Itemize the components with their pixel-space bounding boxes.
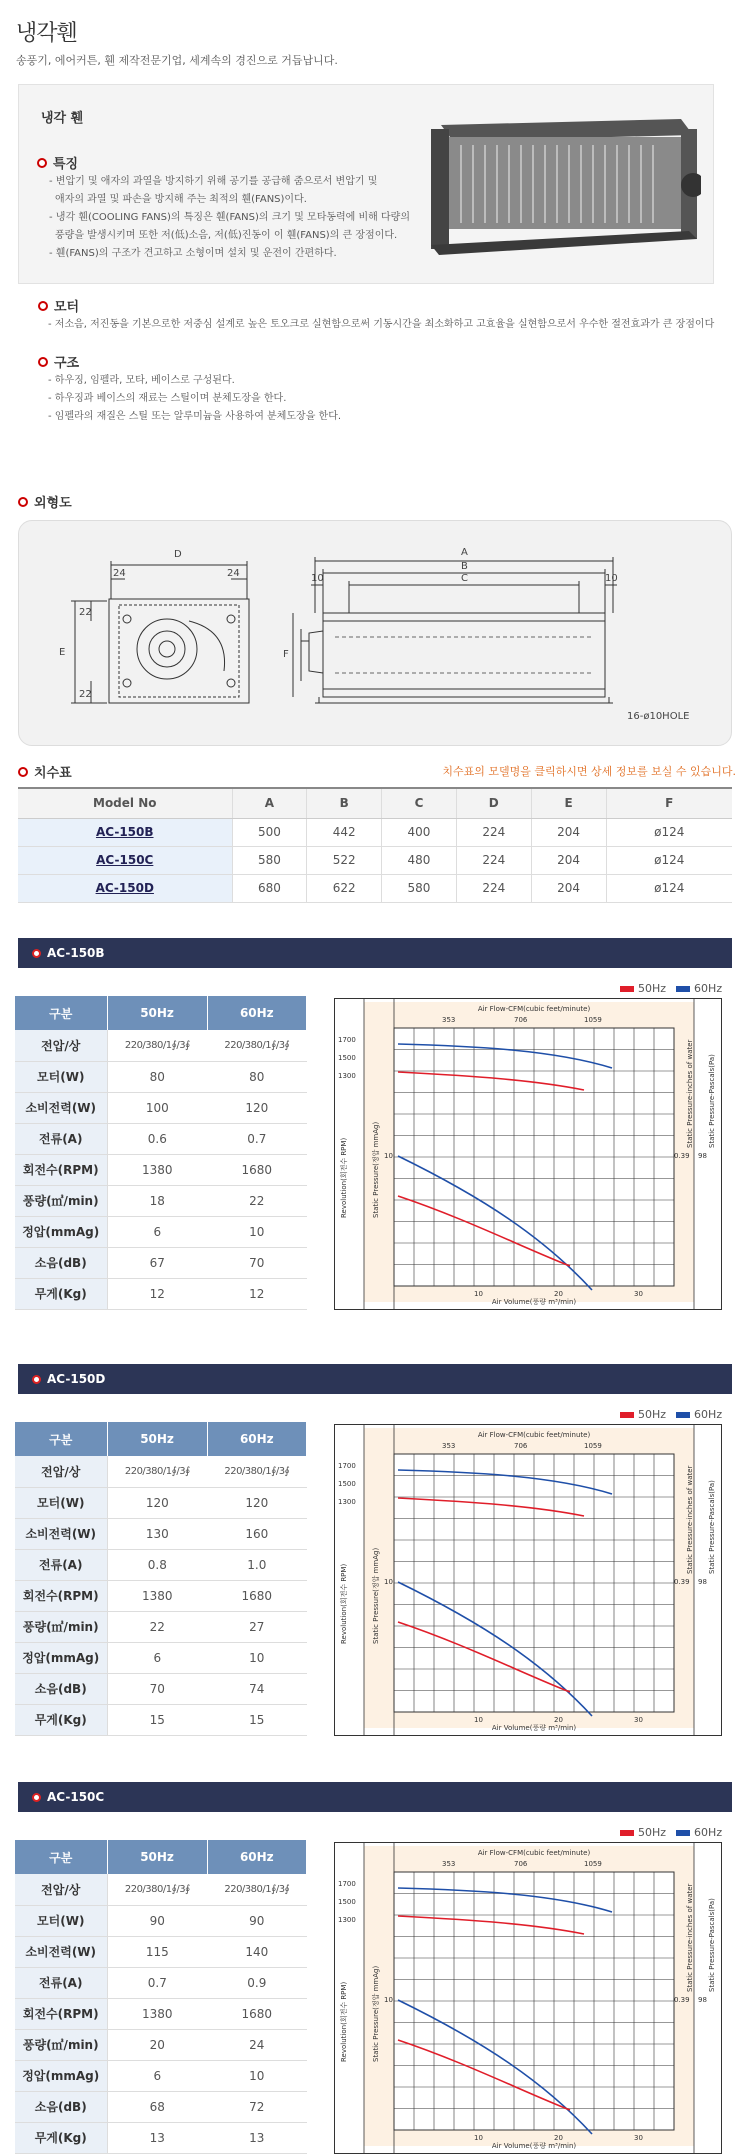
cooling-fan-photo — [431, 105, 701, 265]
table-row — [15, 1247, 307, 1278]
spec-value-50hz: 1380 — [107, 1580, 207, 1611]
dim-cell: 500 — [232, 818, 307, 846]
dim-label-c: C — [461, 573, 468, 584]
spec-key: 소비전력(W) — [15, 1092, 107, 1123]
dim-cell: 580 — [382, 874, 457, 902]
dim-cell: 480 — [382, 846, 457, 874]
pascal-axis-title: Static Pressure-Pascals(Pa) — [708, 1898, 716, 1992]
model-link-ac-150c[interactable]: AC-150C — [18, 846, 232, 874]
dim-cell: 204 — [531, 818, 606, 846]
dim-label-d: D — [174, 549, 182, 560]
rpm-tick-label: 1500 — [338, 1898, 356, 1906]
spec-value-50hz: 20 — [107, 2029, 207, 2060]
rpm-tick-label: 1300 — [338, 1498, 356, 1506]
spec-value-60hz: 120 — [207, 1092, 306, 1123]
performance-chart — [334, 998, 722, 1310]
spec-key: 모터(W) — [15, 1905, 107, 1936]
dim-cell: 400 — [382, 818, 457, 846]
top-tick-label: 706 — [514, 1860, 528, 1868]
spec-value-50hz: 220/380/1∮/3∮ — [107, 1030, 207, 1061]
spec-key: 풍량(㎥/min) — [15, 1185, 107, 1216]
spec-key: 전류(A) — [15, 1967, 107, 1998]
spec-header-row — [15, 996, 307, 1030]
section-bullet-icon — [32, 1375, 41, 1384]
spec-key: 모터(W) — [15, 1061, 107, 1092]
spec-key: 정압(mmAg) — [15, 1642, 107, 1673]
inch-tick-label: 0.39 — [674, 1152, 690, 1160]
spec-value-60hz: 12 — [207, 1278, 306, 1309]
dim-header: C — [382, 788, 457, 818]
inch-axis-title: Static Pressure-inches of water — [686, 1039, 694, 1148]
spec-value-50hz: 130 — [107, 1518, 207, 1549]
dim-cell: ø124 — [606, 846, 732, 874]
spec-key: 소음(dB) — [15, 1247, 107, 1278]
top-axis-title: Air Flow-CFM(cubic feet/minute) — [477, 1849, 591, 1857]
table-row — [15, 1905, 307, 1936]
spec-value-50hz: 120 — [107, 1487, 207, 1518]
outline-heading — [18, 492, 72, 511]
dim-label-10: 10 — [311, 573, 324, 584]
dim-label-e: E — [59, 647, 66, 658]
outline-title: 외형도 — [34, 496, 72, 511]
table-row — [15, 1611, 307, 1642]
top-axis-title: Air Flow-CFM(cubic feet/minute) — [477, 1431, 591, 1439]
pressure-tick-label: 10 — [384, 1578, 393, 1586]
dim-label-a: A — [461, 547, 468, 558]
dim-cell: 224 — [456, 874, 531, 902]
bottom-tick-label: 10 — [474, 1716, 483, 1724]
spec-header: 구분 — [15, 996, 107, 1030]
dim-cell: ø124 — [606, 874, 732, 902]
spec-value-60hz: 70 — [207, 1247, 306, 1278]
bottom-tick-label: 30 — [634, 1716, 643, 1724]
legend-swatch-50hz — [620, 986, 634, 992]
spec-key: 전압/상 — [15, 1874, 107, 1905]
feature-lines — [49, 173, 410, 263]
dim-label-10: 10 — [605, 573, 618, 584]
spec-value-60hz: 220/380/1∮/3∮ — [207, 1030, 306, 1061]
bottom-axis-title: Air Volume(풍량 m³/min) — [491, 1724, 577, 1732]
legend-swatch-60hz — [676, 1412, 690, 1418]
table-row — [15, 1642, 307, 1673]
spec-key: 무게(Kg) — [15, 1704, 107, 1735]
spec-value-50hz: 100 — [107, 1092, 207, 1123]
spec-key: 소비전력(W) — [15, 1518, 107, 1549]
spec-value-50hz: 1380 — [107, 1154, 207, 1185]
spec-value-50hz: 13 — [107, 2122, 207, 2153]
spec-value-60hz: 220/380/1∮/3∮ — [207, 1456, 306, 1487]
spec-value-60hz: 0.7 — [207, 1123, 306, 1154]
table-row — [15, 1030, 307, 1061]
dim-label-24: 24 — [227, 568, 240, 579]
pressure-axis-title: Static Pressure(정압 mmAg) — [372, 1965, 380, 2062]
table-row — [15, 1549, 307, 1580]
dim-header: D — [456, 788, 531, 818]
section-title: AC-150C — [47, 1790, 105, 1804]
feature-line: - 휀(FANS)의 구조가 견고하고 소형이며 설치 및 운전이 간편하다. — [49, 248, 337, 259]
intro-heading: 냉각 휀 — [41, 111, 84, 126]
spec-key: 풍량(㎥/min) — [15, 1611, 107, 1642]
spec-key: 소비전력(W) — [15, 1936, 107, 1967]
spec-value-60hz: 10 — [207, 1642, 306, 1673]
pascal-axis-title: Static Pressure-Pascals(Pa) — [708, 1054, 716, 1148]
structure-heading — [38, 352, 79, 371]
table-row — [15, 1185, 307, 1216]
table-row — [15, 1487, 307, 1518]
legend-label-60hz: 60Hz — [694, 1826, 723, 1839]
spec-key: 정압(mmAg) — [15, 1216, 107, 1247]
table-row — [18, 846, 732, 874]
legend-label-60hz: 60Hz — [694, 1408, 723, 1421]
chart-legend — [610, 982, 722, 995]
rpm-tick-label: 1500 — [338, 1480, 356, 1488]
spec-value-60hz: 160 — [207, 1518, 306, 1549]
legend-label-50hz: 50Hz — [638, 1826, 667, 1839]
bottom-axis-title: Air Volume(풍량 m³/min) — [491, 2142, 577, 2150]
table-row — [15, 1154, 307, 1185]
spec-header-row — [15, 1422, 307, 1456]
structure-line: - 임펠라의 재질은 스틸 또는 알루미늄을 사용하여 분체도장을 한다. — [48, 411, 342, 422]
spec-value-60hz: 72 — [207, 2091, 306, 2122]
table-row — [15, 2029, 307, 2060]
inch-axis-title: Static Pressure-inches of water — [686, 1883, 694, 1992]
dim-cell: ø124 — [606, 818, 732, 846]
spec-value-60hz: 1680 — [207, 1998, 306, 2029]
table-row — [15, 1456, 307, 1487]
feature-title: 특징 — [53, 157, 79, 172]
spec-header: 60Hz — [207, 1422, 306, 1456]
spec-value-50hz: 6 — [107, 1216, 207, 1247]
legend-swatch-60hz — [676, 1830, 690, 1836]
top-tick-label: 1059 — [584, 1442, 602, 1450]
dim-header: A — [232, 788, 307, 818]
dim-header: E — [531, 788, 606, 818]
spec-value-50hz: 80 — [107, 1061, 207, 1092]
page-title: 냉각휀 — [16, 21, 77, 46]
bottom-tick-label: 30 — [634, 1290, 643, 1298]
intro-panel — [18, 84, 714, 284]
dim-cell: 680 — [232, 874, 307, 902]
dim-cell: 442 — [307, 818, 382, 846]
dim-header-row — [18, 788, 732, 818]
chart-legend — [610, 1408, 722, 1421]
pascal-axis-title: Static Pressure-Pascals(Pa) — [708, 1480, 716, 1574]
feature-line: - 냉각 휀(COOLING FANS)의 특징은 휀(FANS)의 크기 및 모타동력에 비해 다량의 — [49, 212, 411, 223]
rpm-tick-label: 1300 — [338, 1916, 356, 1924]
rpm-tick-label: 1500 — [338, 1054, 356, 1062]
top-tick-label: 353 — [442, 1442, 456, 1450]
table-row — [15, 1580, 307, 1611]
dim-label-hole: 16-ø10HOLE — [627, 711, 690, 722]
pressure-axis-title: Static Pressure(정압 mmAg) — [372, 1547, 380, 1644]
dims-title: 치수표 — [34, 766, 72, 781]
structure-line: - 하우징과 베이스의 재료는 스틸이며 분체도장을 한다. — [48, 393, 287, 404]
top-tick-label: 1059 — [584, 1016, 602, 1024]
structure-line: - 하우징, 임펠라, 모타, 베이스로 구성된다. — [48, 375, 235, 386]
spec-value-60hz: 1680 — [207, 1154, 306, 1185]
spec-table — [15, 1422, 307, 1736]
page-subtitle: 송풍기, 에어커튼, 휀 제작전문기업, 세계속의 경진으로 거듭납니다. — [16, 54, 338, 67]
spec-value-60hz: 140 — [207, 1936, 306, 1967]
bottom-tick-label: 10 — [474, 2134, 483, 2142]
dim-header: B — [307, 788, 382, 818]
spec-value-50hz: 220/380/1∮/3∮ — [107, 1874, 207, 1905]
bullet-icon — [37, 158, 47, 168]
spec-value-60hz: 80 — [207, 1061, 306, 1092]
table-row — [15, 1123, 307, 1154]
spec-value-60hz: 22 — [207, 1185, 306, 1216]
dim-cell: 224 — [456, 818, 531, 846]
rpm-tick-label: 1700 — [338, 1036, 356, 1044]
feature-line: 애자의 과열 및 파손을 방지해 주는 최적의 휀(FANS)이다. — [55, 194, 307, 205]
table-row — [15, 1278, 307, 1309]
spec-key: 전압/상 — [15, 1030, 107, 1061]
rpm-tick-label: 1700 — [338, 1880, 356, 1888]
spec-value-50hz: 115 — [107, 1936, 207, 1967]
feature-line: 풍량을 발생시키며 또한 저(低)소음, 저(低)진동이 이 휀(FANS)의 큰 장점이다. — [55, 230, 398, 241]
spec-key: 회전수(RPM) — [15, 1154, 107, 1185]
legend-swatch-50hz — [620, 1412, 634, 1418]
spec-value-50hz: 90 — [107, 1905, 207, 1936]
motor-title: 모터 — [54, 300, 80, 315]
dim-label-b: B — [461, 561, 468, 572]
section-title: AC-150B — [47, 946, 105, 960]
feature-heading — [37, 153, 78, 172]
table-row — [15, 2060, 307, 2091]
section-bar — [18, 1782, 732, 1812]
dimension-table — [18, 787, 732, 903]
spec-value-50hz: 6 — [107, 1642, 207, 1673]
dim-cell: 224 — [456, 846, 531, 874]
spec-value-50hz: 1380 — [107, 1998, 207, 2029]
spec-value-50hz: 220/380/1∮/3∮ — [107, 1456, 207, 1487]
spec-table — [15, 1840, 307, 2154]
inch-tick-label: 0.39 — [674, 1996, 690, 2004]
spec-header: 50Hz — [107, 996, 207, 1030]
spec-key: 풍량(㎥/min) — [15, 2029, 107, 2060]
spec-value-50hz: 70 — [107, 1673, 207, 1704]
spec-header: 구분 — [15, 1840, 107, 1874]
dim-label-22: 22 — [79, 607, 92, 618]
pascal-tick-label: 98 — [698, 1578, 707, 1586]
section-bar — [18, 1364, 732, 1394]
table-row — [15, 1967, 307, 1998]
spec-value-50hz: 12 — [107, 1278, 207, 1309]
bullet-icon — [38, 357, 48, 367]
spec-value-50hz: 0.7 — [107, 1967, 207, 1998]
bottom-axis-title: Air Volume(풍량 m³/min) — [491, 1298, 577, 1306]
spec-header: 60Hz — [207, 1840, 306, 1874]
spec-header: 60Hz — [207, 996, 306, 1030]
spec-key: 무게(Kg) — [15, 2122, 107, 2153]
top-tick-label: 706 — [514, 1442, 528, 1450]
motor-heading — [38, 296, 79, 315]
performance-chart — [334, 1842, 722, 2154]
bottom-tick-label: 20 — [554, 1290, 563, 1298]
legend-label-50hz: 50Hz — [638, 1408, 667, 1421]
dim-cell: 622 — [307, 874, 382, 902]
feature-line: - 변압기 및 애자의 과열을 방지하기 위해 공기를 공급해 줌으로서 변압기 및 — [49, 176, 378, 187]
bottom-tick-label: 20 — [554, 2134, 563, 2142]
spec-table — [15, 996, 307, 1310]
bottom-tick-label: 30 — [634, 2134, 643, 2142]
spec-value-60hz: 24 — [207, 2029, 306, 2060]
spec-key: 정압(mmAg) — [15, 2060, 107, 2091]
motor-line: - 저소음, 저진동을 기본으로한 저중심 설계로 높은 토오크로 실현함으로써 기동시간을 최소화하고 고효율을 실현함으로서 우수한 절전효과가 큰 장점이다 — [48, 319, 715, 330]
spec-value-50hz: 0.6 — [107, 1123, 207, 1154]
spec-value-60hz: 90 — [207, 1905, 306, 1936]
top-tick-label: 1059 — [584, 1860, 602, 1868]
section-title: AC-150D — [47, 1372, 106, 1386]
table-row — [15, 2122, 307, 2153]
top-axis-title: Air Flow-CFM(cubic feet/minute) — [477, 1005, 591, 1013]
performance-chart — [334, 1424, 722, 1736]
rpm-axis-title: Revolution(회전수 RPM) — [340, 1563, 348, 1644]
spec-key: 전압/상 — [15, 1456, 107, 1487]
spec-value-60hz: 1.0 — [207, 1549, 306, 1580]
spec-value-50hz: 22 — [107, 1611, 207, 1642]
outline-drawing — [19, 521, 733, 747]
outline-drawing-panel — [18, 520, 732, 746]
table-row — [18, 874, 732, 902]
spec-key: 회전수(RPM) — [15, 1998, 107, 2029]
pascal-tick-label: 98 — [698, 1996, 707, 2004]
spec-header: 구분 — [15, 1422, 107, 1456]
bullet-icon — [18, 767, 28, 777]
pascal-tick-label: 98 — [698, 1152, 707, 1160]
rpm-axis-title: Revolution(회전수 RPM) — [340, 1137, 348, 1218]
spec-header: 50Hz — [107, 1840, 207, 1874]
dim-cell: 204 — [531, 846, 606, 874]
table-row — [15, 1673, 307, 1704]
dim-header: F — [606, 788, 732, 818]
spec-value-60hz: 1680 — [207, 1580, 306, 1611]
top-tick-label: 353 — [442, 1860, 456, 1868]
spec-value-50hz: 0.8 — [107, 1549, 207, 1580]
dim-cell: 204 — [531, 874, 606, 902]
spec-value-50hz: 6 — [107, 2060, 207, 2091]
legend-swatch-50hz — [620, 1830, 634, 1836]
rpm-tick-label: 1700 — [338, 1462, 356, 1470]
spec-value-60hz: 27 — [207, 1611, 306, 1642]
dim-label-24: 24 — [113, 568, 126, 579]
spec-key: 회전수(RPM) — [15, 1580, 107, 1611]
spec-header: 50Hz — [107, 1422, 207, 1456]
spec-value-60hz: 13 — [207, 2122, 306, 2153]
rpm-axis-title: Revolution(회전수 RPM) — [340, 1981, 348, 2062]
motor-lines — [48, 316, 714, 334]
spec-value-50hz: 67 — [107, 1247, 207, 1278]
dims-note: 치수표의 모델명을 클릭하시면 상세 정보를 보실 수 있습니다. — [442, 765, 736, 778]
table-row — [18, 818, 732, 846]
model-link-ac-150b[interactable]: AC-150B — [18, 818, 232, 846]
spec-header-row — [15, 1840, 307, 1874]
pressure-tick-label: 10 — [384, 1152, 393, 1160]
bullet-icon — [18, 497, 28, 507]
spec-key: 전류(A) — [15, 1123, 107, 1154]
dim-cell: 580 — [232, 846, 307, 874]
dim-label-f: F — [283, 649, 289, 660]
spec-key: 모터(W) — [15, 1487, 107, 1518]
dim-label-22: 22 — [79, 689, 92, 700]
table-row — [15, 2091, 307, 2122]
pressure-axis-title: Static Pressure(정압 mmAg) — [372, 1121, 380, 1218]
table-row — [15, 1936, 307, 1967]
section-bar — [18, 938, 732, 968]
spec-key: 무게(Kg) — [15, 1278, 107, 1309]
spec-value-50hz: 68 — [107, 2091, 207, 2122]
structure-title: 구조 — [54, 356, 80, 371]
pressure-tick-label: 10 — [384, 1996, 393, 2004]
spec-value-60hz: 0.9 — [207, 1967, 306, 1998]
structure-lines — [48, 372, 341, 426]
top-tick-label: 706 — [514, 1016, 528, 1024]
legend-swatch-60hz — [676, 986, 690, 992]
spec-value-60hz: 10 — [207, 1216, 306, 1247]
inch-tick-label: 0.39 — [674, 1578, 690, 1586]
top-tick-label: 353 — [442, 1016, 456, 1024]
spec-value-60hz: 10 — [207, 2060, 306, 2091]
dim-cell: 522 — [307, 846, 382, 874]
table-row — [15, 1518, 307, 1549]
spec-value-60hz: 15 — [207, 1704, 306, 1735]
bullet-icon — [38, 301, 48, 311]
spec-key: 소음(dB) — [15, 1673, 107, 1704]
table-row — [15, 1216, 307, 1247]
inch-axis-title: Static Pressure-inches of water — [686, 1465, 694, 1574]
table-row — [15, 1061, 307, 1092]
table-row — [15, 1874, 307, 1905]
spec-value-60hz: 220/380/1∮/3∮ — [207, 1874, 306, 1905]
section-bullet-icon — [32, 949, 41, 958]
spec-key: 전류(A) — [15, 1549, 107, 1580]
table-row — [15, 1092, 307, 1123]
legend-label-50hz: 50Hz — [638, 982, 667, 995]
dim-header: Model No — [18, 788, 232, 818]
bottom-tick-label: 10 — [474, 1290, 483, 1298]
spec-value-60hz: 74 — [207, 1673, 306, 1704]
section-bullet-icon — [32, 1793, 41, 1802]
model-link-ac-150d[interactable]: AC-150D — [18, 874, 232, 902]
spec-value-50hz: 18 — [107, 1185, 207, 1216]
chart-legend — [610, 1826, 722, 1839]
bottom-tick-label: 20 — [554, 1716, 563, 1724]
spec-value-50hz: 15 — [107, 1704, 207, 1735]
table-row — [15, 1998, 307, 2029]
spec-value-60hz: 120 — [207, 1487, 306, 1518]
table-row — [15, 1704, 307, 1735]
legend-label-60hz: 60Hz — [694, 982, 723, 995]
spec-key: 소음(dB) — [15, 2091, 107, 2122]
dims-heading — [18, 762, 72, 781]
rpm-tick-label: 1300 — [338, 1072, 356, 1080]
